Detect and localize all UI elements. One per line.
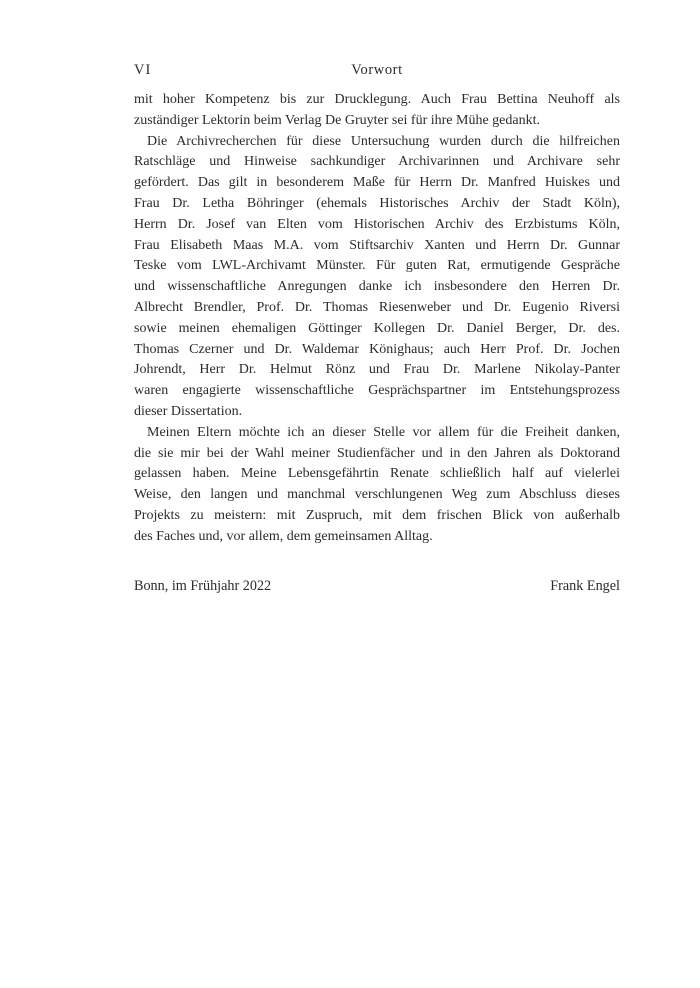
text-line: Ratschläge und Hinweise sachkundiger Archivarinnen und Archivare sehr	[134, 154, 620, 170]
signature-row	[134, 576, 620, 597]
signature-author: Frank Engel	[550, 578, 620, 594]
text-line: des Faches und, vor allem, dem gemeinsamen Alltag.	[134, 528, 433, 544]
paragraph	[134, 423, 620, 548]
text-line: waren engagierte wissenschaftliche Gesprächspartner im Entstehungsprozess	[134, 383, 620, 399]
text-line: Weise, den langen und manchmal verschlungenen Weg zum Abschluss dieses	[134, 487, 620, 503]
text-line: Frau Dr. Letha Böhringer (ehemals Historisches Archiv der Stadt Köln),	[134, 195, 620, 211]
text-line: die sie mir bei der Wahl meiner Studienfächer und in den Jahren als Doktorand	[134, 445, 620, 461]
text-line: Johrendt, Herr Dr. Helmut Rönz und Frau Dr. Marlene Nikolay-Panter	[134, 362, 620, 378]
text-line: Die Archivrecherchen für diese Untersuchung wurden durch die hilfreichen	[147, 133, 620, 149]
running-title: Vorwort	[351, 62, 403, 78]
text-line: Meinen Eltern möchte ich an dieser Stelle vor allem für die Freiheit danken,	[147, 424, 620, 440]
paragraph	[134, 90, 620, 132]
text-line: Albrecht Brendler, Prof. Dr. Thomas Riesenweber und Dr. Eugenio Riversi	[134, 299, 620, 315]
text-line: zuständiger Lektorin beim Verlag De Gruyter sei für ihre Mühe gedankt.	[134, 112, 540, 128]
running-head	[134, 61, 620, 81]
text-line: Projekts zu meistern: mit Zuspruch, mit dem frischen Blick von außerhalb	[134, 507, 620, 523]
text-block	[134, 90, 620, 548]
paragraph	[134, 132, 620, 423]
text-line: sowie meinen ehemaligen Göttinger Kollegen Dr. Daniel Berger, Dr. des.	[134, 320, 620, 336]
text-line: Herrn Dr. Josef van Elten vom Historischen Archiv des Erzbistums Köln,	[134, 216, 620, 232]
text-line: und wissenschaftliche Anregungen danke ich insbesondere den Herren Dr.	[134, 279, 620, 295]
text-line: dieser Dissertation.	[134, 403, 243, 419]
text-line: mit hoher Kompetenz bis zur Drucklegung. Auch Frau Bettina Neuhoff als	[134, 92, 620, 107]
page-number: VI	[134, 62, 152, 78]
text-line: Teske vom LWL-Archivamt Münster. Für guten Rat, ermutigende Gespräche	[134, 258, 620, 274]
text-line: gefördert. Das gilt in besonderem Maße für Herrn Dr. Manfred Huiskes und	[134, 175, 620, 191]
text-line: Frau Elisabeth Maas M.A. vom Stiftsarchiv Xanten und Herrn Dr. Gunnar	[134, 237, 620, 253]
text-line: gelassen haben. Meine Lebensgefährtin Renate schließlich half auf vielerlei	[134, 466, 620, 482]
text-line: Thomas Czerner und Dr. Waldemar Könighaus; auch Herr Prof. Dr. Jochen	[134, 341, 620, 357]
signature-place-date: Bonn, im Frühjahr 2022	[134, 578, 272, 594]
